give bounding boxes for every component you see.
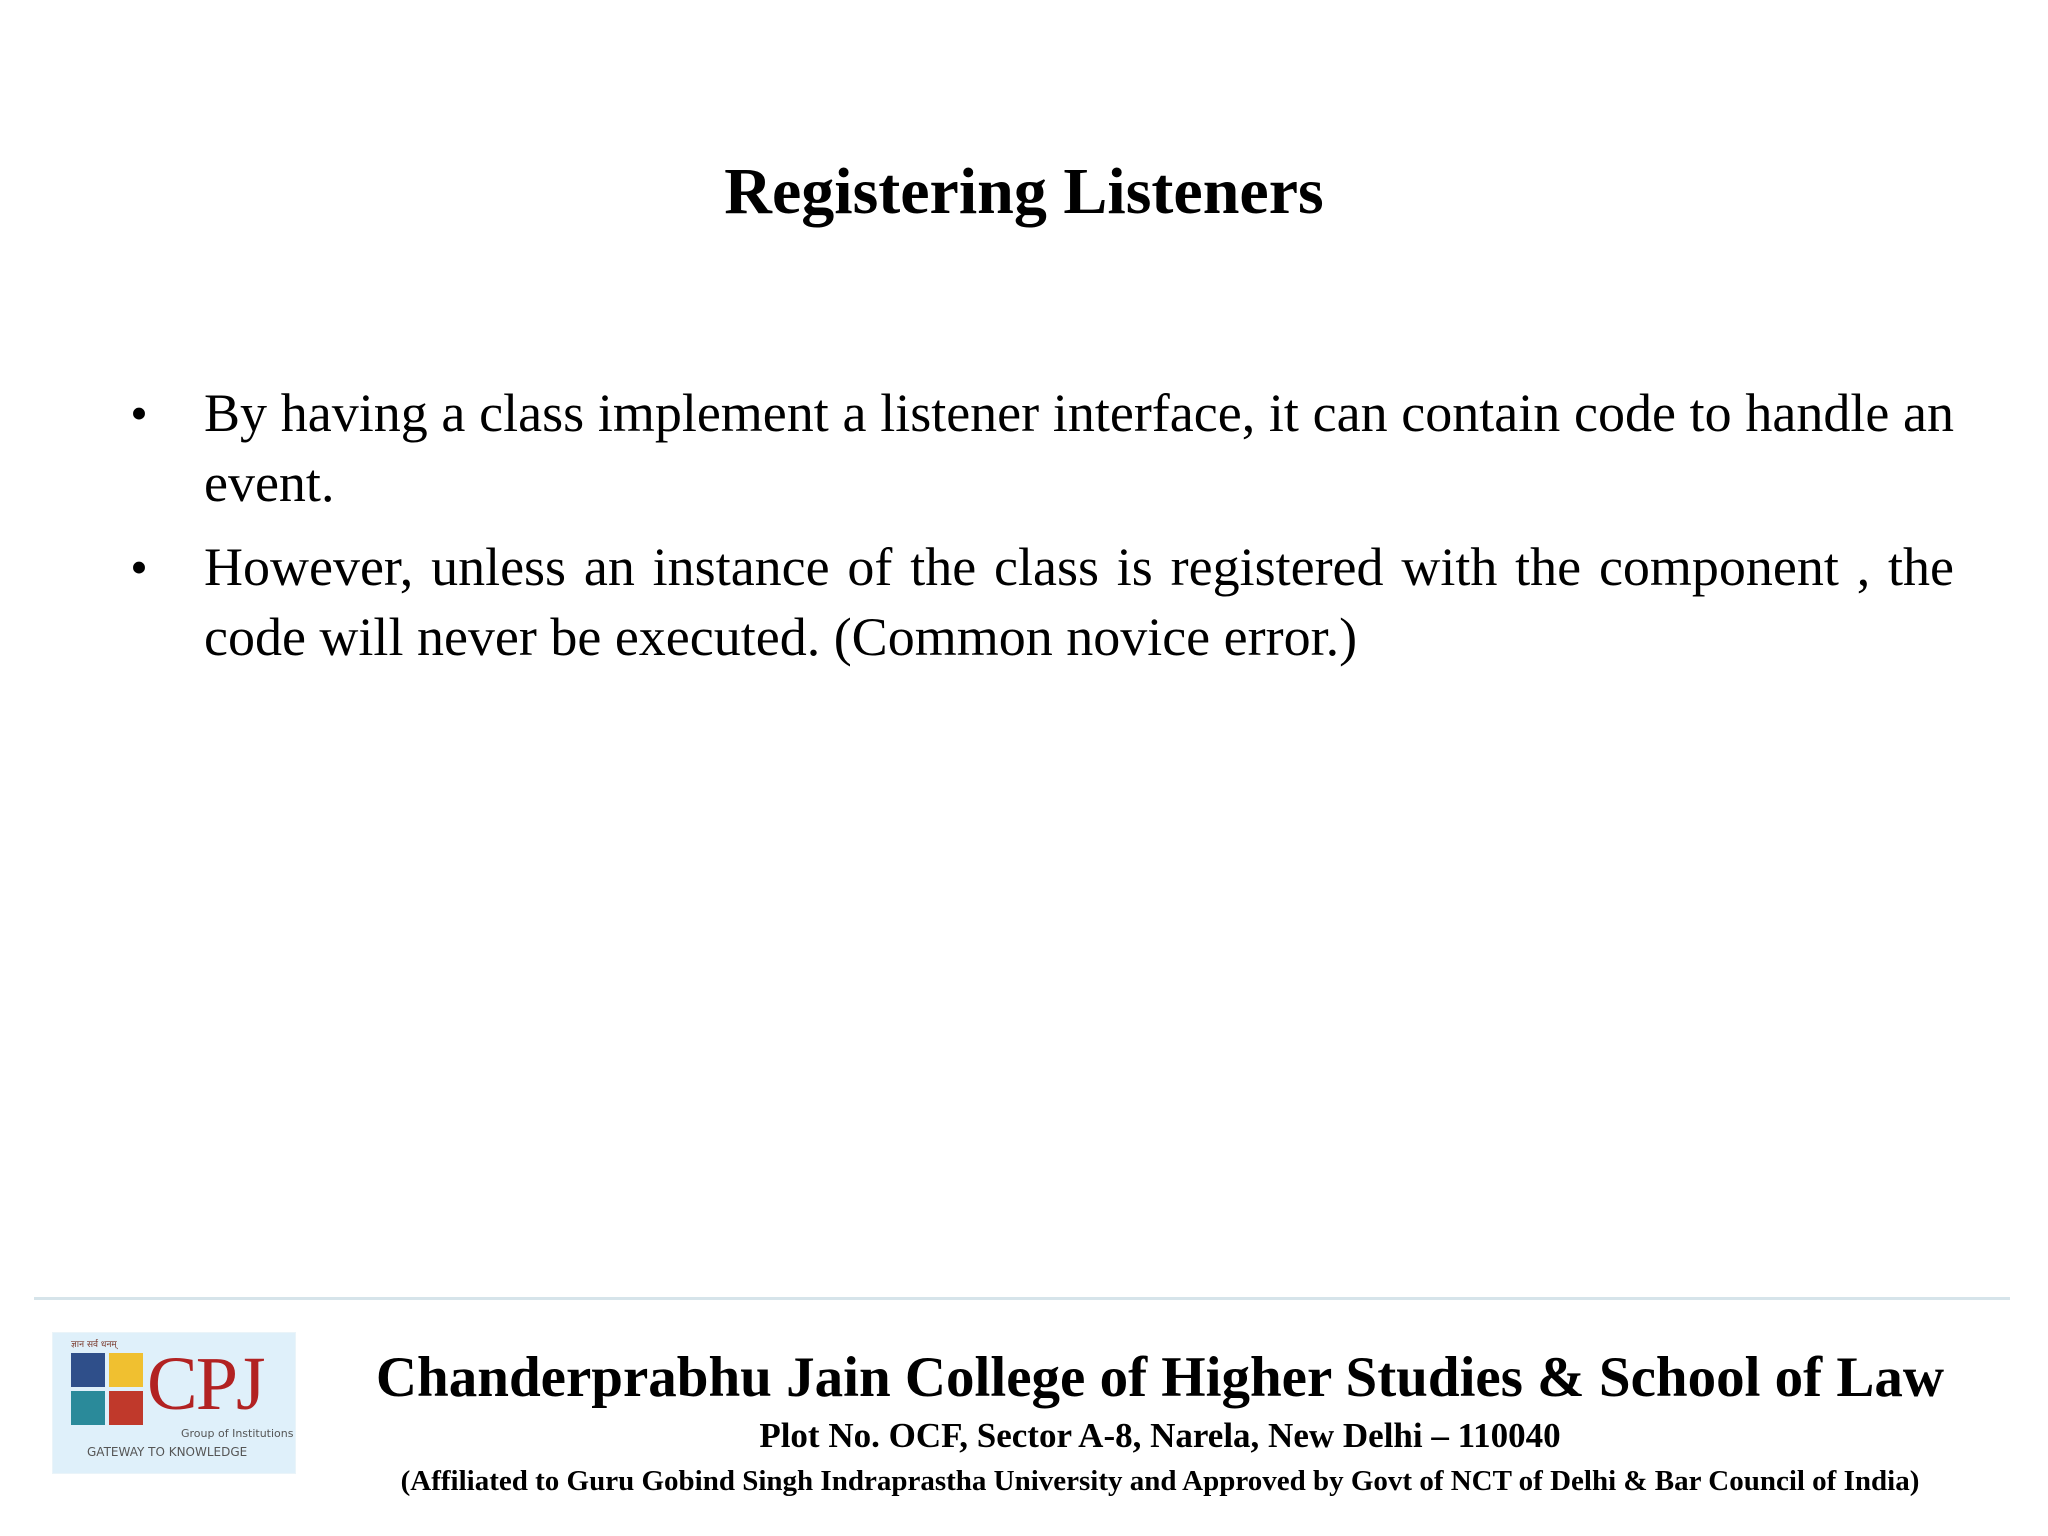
globe-icon bbox=[109, 1353, 143, 1387]
bullet-text: However, unless an instance of the class is registered with the component , the code will never be executed. (Common novice error.) bbox=[204, 537, 1954, 667]
person-icon bbox=[109, 1391, 143, 1425]
college-address: Plot No. OCF, Sector A-8, Narela, New Delhi – 110040 bbox=[759, 1416, 1561, 1455]
logo-gateway-text: GATEWAY TO KNOWLEDGE bbox=[87, 1445, 248, 1459]
bullet-marker: • bbox=[130, 385, 148, 441]
logo-letters: CPJ bbox=[147, 1342, 264, 1426]
footer-divider bbox=[34, 1297, 2010, 1300]
college-affiliation: (Affiliated to Guru Gobind Singh Indraprastha University and Approved by Govt of NCT of Delhi & Bar Council of India) bbox=[400, 1465, 1920, 1497]
college-name: Chanderprabhu Jain College of Higher Studies & School of Law bbox=[375, 1346, 1945, 1409]
bullet-text: By having a class implement a listener interface, it can contain code to handle an event. bbox=[204, 383, 1954, 513]
graduation-cap-icon bbox=[71, 1353, 105, 1387]
slide-title: Registering Listeners bbox=[724, 155, 1324, 228]
logo-group-text: Group of Institutions bbox=[181, 1427, 294, 1440]
scales-icon bbox=[71, 1391, 105, 1425]
logo-tagline: ज्ञान सर्व धनम् bbox=[71, 1340, 117, 1350]
bullet-list bbox=[0, 378, 2048, 686]
bullet-item bbox=[130, 378, 1954, 518]
bullet-item bbox=[130, 532, 1954, 672]
college-logo bbox=[52, 1332, 296, 1474]
bullet-marker: • bbox=[130, 539, 148, 595]
